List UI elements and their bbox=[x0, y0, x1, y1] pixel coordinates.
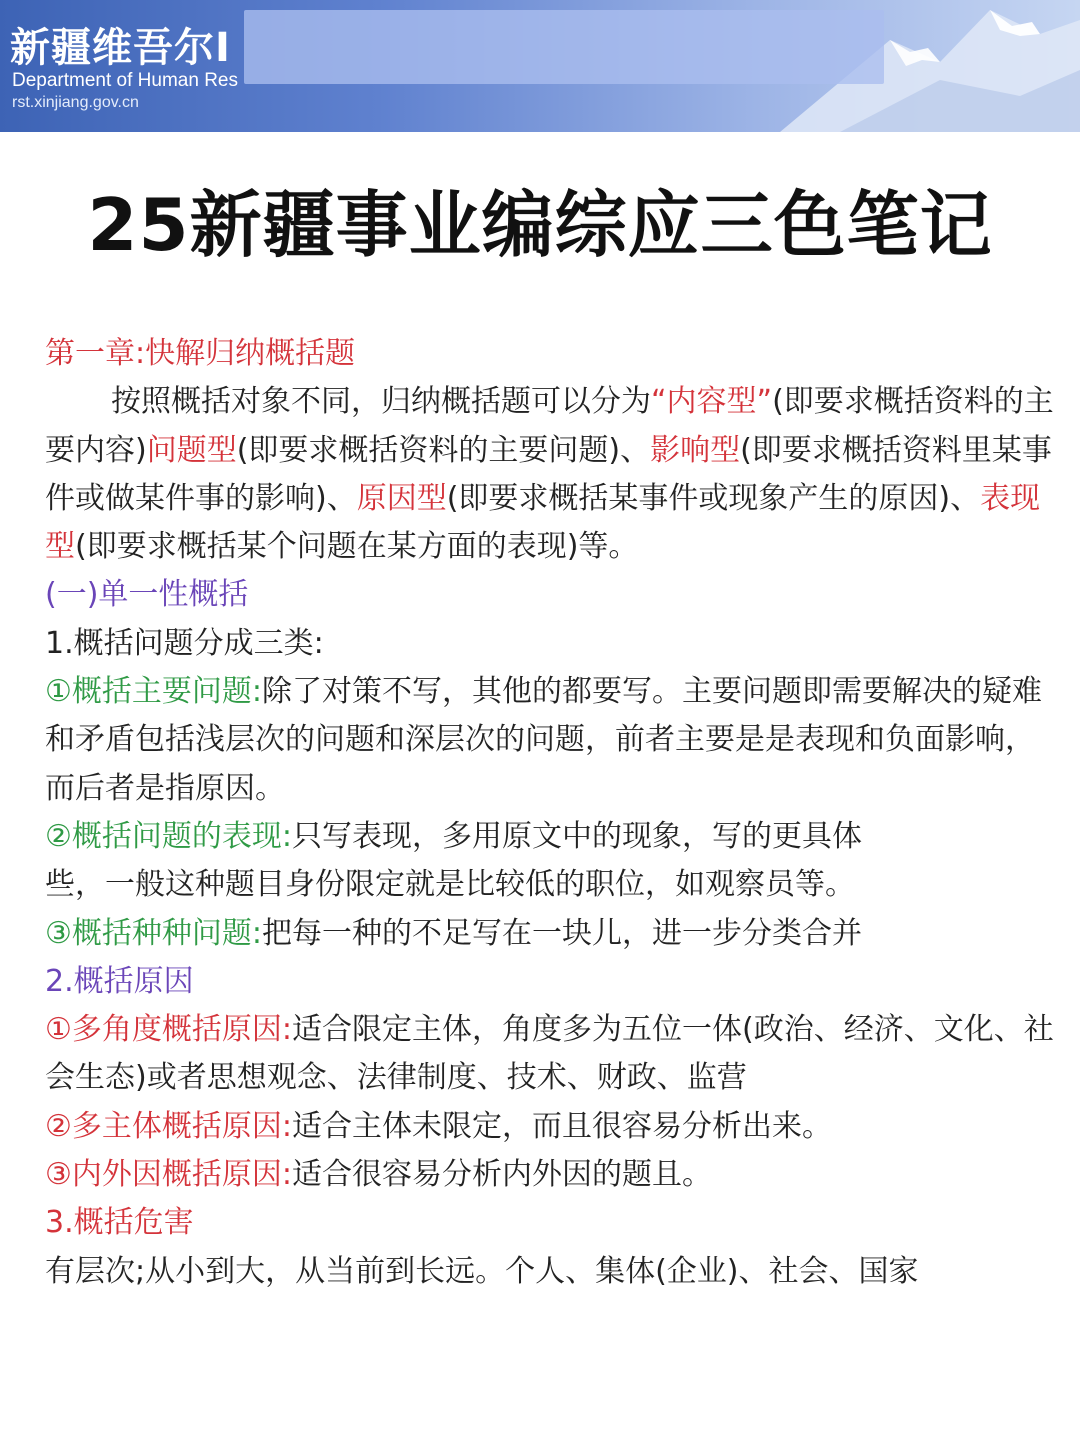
chapter-title: 第一章:快解归纳概括题 bbox=[45, 336, 356, 371]
item1-title: 1.概括问题分成三类: bbox=[45, 625, 324, 661]
item1-sub2-label: ②概括问题的表现: bbox=[45, 818, 293, 854]
item2-sub2-label: ②多主体概括原因: bbox=[45, 1108, 293, 1144]
item1-sub2-text: 只写表现，多用原文中的现象，写的更具体 bbox=[292, 818, 863, 854]
site-banner bbox=[0, 0, 1080, 132]
banner-blur-overlay bbox=[244, 10, 884, 84]
banner-url: rst.xinjiang.gov.cn bbox=[12, 94, 139, 111]
intro-text: (即要求概括资料的主要问题)、 bbox=[236, 432, 651, 468]
page-title: 25新疆事业编综应三色笔记 bbox=[87, 183, 993, 267]
item3-text: 有层次;从小到大，从当前到长远。个人、集体(企业)、社会、国家 bbox=[45, 1253, 919, 1289]
item3-title: 3.概括危害 bbox=[45, 1205, 194, 1241]
item2-sub1-label: ①多角度概括原因: bbox=[45, 1012, 293, 1048]
intro-text: (即要求概括资料的主要内容) bbox=[45, 384, 1054, 468]
type-impact: 影响型 bbox=[650, 432, 741, 468]
item2-sub1 bbox=[45, 1006, 1055, 1103]
article-body bbox=[45, 330, 1055, 1296]
item2-sub2-text: 适合主体未限定，而且很容易分析出来。 bbox=[292, 1108, 833, 1144]
intro-text: (即要求概括某个问题在某方面的表现)等。 bbox=[75, 529, 639, 565]
item1-sub2 bbox=[45, 813, 1055, 910]
item2-sub3-text: 适合很容易分析内外因的题且。 bbox=[292, 1157, 713, 1193]
item2-sub2 bbox=[45, 1103, 1055, 1151]
item2-sub3 bbox=[45, 1151, 1055, 1199]
intro-paragraph bbox=[45, 378, 1055, 571]
intro-text: 按照概括对象不同，归纳概括题可以分为 bbox=[111, 384, 651, 420]
type-cause: 原因型 bbox=[356, 480, 447, 516]
type-content: “内容型” bbox=[651, 384, 773, 420]
item2-sub3-label: ③内外因概括原因: bbox=[45, 1157, 293, 1193]
banner-title: 新疆维吾尔I bbox=[10, 25, 231, 71]
item1-sub2-text-cont: 些，一般这种题目身份限定就是比较低的职位，如观察员等。 bbox=[45, 867, 855, 903]
item1-sub1-text: 除了对策不写，其他的都要写。主要问题即需要解决的疑难和矛盾包括浅层次的问题和深层次的问题，前者主要是是表现和负面影响，而后者是指原因。 bbox=[45, 674, 1043, 806]
type-problem: 问题型 bbox=[146, 432, 237, 468]
item2-sub1-text: 适合限定主体，角度多为五位一体(政治、经济、文化、社会生态)或者思想观念、法律制度、技术、财政、监营 bbox=[45, 1012, 1054, 1096]
banner-subtitle: Department of Human Res bbox=[12, 70, 238, 91]
intro-text: (即要求概括资料里某事件或做某件事的影响)、 bbox=[45, 432, 1052, 516]
intro-text: (即要求概括某事件或现象产生的原因)、 bbox=[446, 480, 981, 516]
item1-sub3-label: ③概括种种问题: bbox=[45, 915, 263, 951]
item1-sub1 bbox=[45, 668, 1055, 813]
section-title: (一)单一性概括 bbox=[45, 577, 249, 613]
item1-sub1-label: ①概括主要问题: bbox=[45, 674, 263, 710]
type-manifest: 表现型 bbox=[45, 480, 1041, 565]
item2-title: 2.概括原因 bbox=[45, 963, 194, 999]
item1-sub3-text: 把每一种的不足写在一块儿，进一步分类合并 bbox=[262, 915, 863, 951]
item1-sub3 bbox=[45, 910, 1055, 958]
